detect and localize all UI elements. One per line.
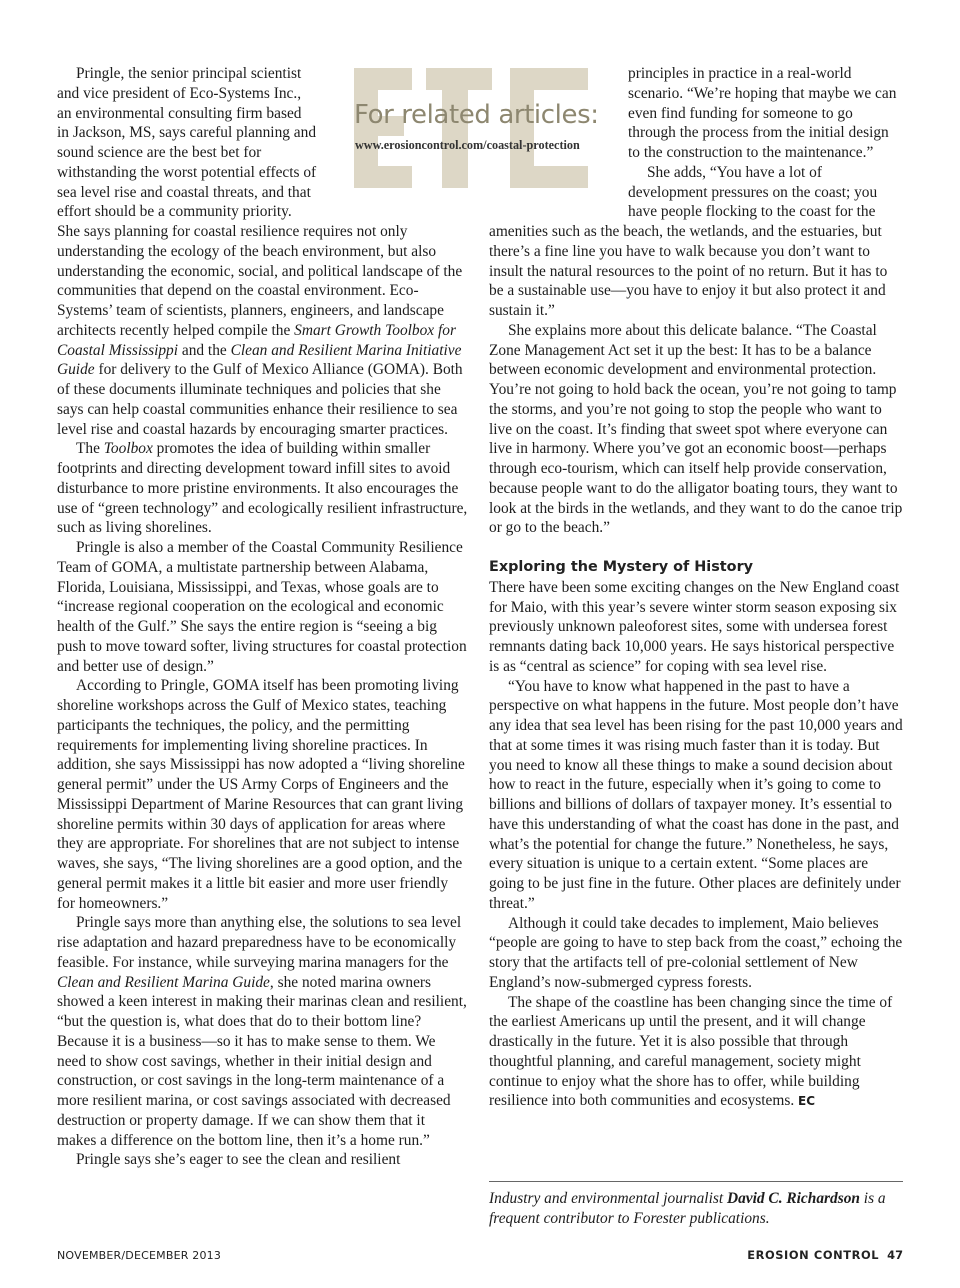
paragraph: Although it could take decades to implement, Maio believes “people are going to have to step back from the coast,” echoing the story that the artifacts tell of pre-colonial settlement of New England’s now-submerged cypress forests. <box>489 914 903 991</box>
paragraph: There have been some exciting changes on the New England coast for Maio, with this year’s severe winter storm season exposing six previously unknown paleoforest sites, some with undersea forest remnants dating back 10,000 years. He says historical perspective is as “central as science” for coping with sea level rise. <box>489 578 900 675</box>
callout-spacer <box>489 64 628 208</box>
paragraph: “You have to know what happened in the past to have a perspective on what happens in the future. Most people don’t have any idea that sea level has been rising for the past 10,000 years and that at some times it was rising much faster than it is today. But you need to know all these things to make a sound decision about how to react in the future, especially when it’s going to come to billions and billions of dollars of taxpayer money. It’s essential to have this understanding of what the coast has done in the past, and what’s the potential for change the future.” Nonetheless, he says, every situation is unique to a certain extent. “Some places are going to be just fine in the future. Other places are definitely under threat.” <box>489 677 903 912</box>
folio <box>747 1248 903 1262</box>
issue-date: NOVEMBER/DECEMBER 2013 <box>57 1249 222 1262</box>
paragraph: principles in practice in a real-world scenario. “We’re hoping that maybe we can even find funding for someone to go through the process from the initial design to the construction to the maintenance.” <box>628 65 897 161</box>
related-articles-title: For related articles: <box>354 100 599 130</box>
paragraph: The shape of the coastline has been changing since the time of the earliest Americans up until the present, and it will change drastically in the future. Yet it is also possible that through thoughtful planning, and careful management, society might continue to enjoy what the shore has to offer, while building resilience into both communities and ecosystems. EC <box>489 993 893 1110</box>
magazine-name: EROSION CONTROL <box>747 1248 880 1262</box>
paragraph: According to Pringle, GOMA itself has been promoting living shoreline workshops across the Gulf of Mexico states, teaching participants the techniques, the policy, and the permitting requirements for implementing living shoreline practices. In addition, she says Mississippi has now adopted a “living shoreline general permit” under the US Army Corps of Engineers and the Mississippi Department of Marine Resources that can grant living shoreline permits within 30 days of application for areas where they are appropriate. For shorelines that are not subject to intense waves, she says, “The living shorelines are a good option, and the general permit makes it a little bit easier and more user friendly for homeowners.” <box>57 677 465 912</box>
paragraph: Pringle says more than anything else, the solutions to sea level rise adaptation and hazard preparedness have to be economically feasible. For instance, while surveying marina managers for the Clean and Resilient Marina Guide, she noted marina owners showed a keen interest in making their marinas clean and resilient, “but the question is, what does that do to their bottom line? Because it is a business—so it has to make sense to them. We need to show cost savings, whether in their initial design and construction, or cost savings in the long-term maintenance of a more resilient marina, or cost savings associated with decreased destruction or property damage. If we can show them that it makes a difference on the bottom line, then it’s a home run.” <box>57 914 467 1149</box>
author-name: David C. Richardson <box>726 1190 860 1207</box>
bio-divider <box>489 1181 903 1182</box>
page-number: 47 <box>887 1248 903 1262</box>
author-bio: Industry and environmental journalist David C. Richardson is a frequent contributor to Forester publications. <box>489 1190 886 1227</box>
section-heading: Exploring the Mystery of History <box>489 559 754 575</box>
paragraph: Pringle, the senior principal scientist and vice president of Eco-Systems Inc., an environmental consulting firm based in Jackson, MS, says careful planning and sound science are the best bet for withstanding the worst potential effects of sea level rise and coastal threats, and that effort should be a community priority. She says planning for coastal resilience requires not only understanding the ecology of the beach environment, but also understanding the economic, social, and political landscape of the communities that depend on the coastal environment. Eco-Systems’ team of scientists, planners, engineers, and landscape architects recently helped compile the Smart Growth Toolbox for Coastal Mississippi and the Clean and Resilient Marina Initiative Guide for delivery to the Gulf of Mexico Alliance (GOMA). Both of these documents illuminate techniques and policies that she says can help coastal communities enhance their resilience to sea level rise and coastal hazards by encouraging smarter practices. <box>57 65 463 438</box>
paragraph: She adds, “You have a lot of development pressures on the coast; you have people flocking to the coast for the amenities such as the beach, the wetlands, and the estuaries, but there’s a fine line you have to walk because you don’t want to insult the natural resources to the point of no return. But it has to be a sustainable use—you have to enjoy it but also protect it and sustain it.” <box>489 163 888 319</box>
article-column-right <box>489 64 903 1112</box>
paragraph: Pringle is also a member of the Coastal Community Resilience Team of GOMA, a multistate partnership between Alabama, Florida, Louisiana, Mississippi, and Texas, whose goals are to “increase regional cooperation on the ecological and economic health of the Gulf.” She says the entire region is “seeing a big push to move toward softer, living structures for coastal protection and better use of design.” <box>57 539 467 675</box>
paragraph: The Toolbox promotes the idea of building within smaller footprints and directing development toward infill sites to avoid disturbance to more pristine environments. It also encourages the use of “green technology” and ecologically resilient infrastructure, such as living shorelines. <box>57 440 468 537</box>
callout-spacer <box>317 64 468 208</box>
article-column-left <box>57 64 468 1170</box>
paragraph: She explains more about this delicate balance. “The Coastal Zone Management Act set it up the best: It has to be a balance between economic development and environmental protection. You’re not going to hold back the ocean, you’re not going to tamp the storms, and you’re not going to stop the people who want to live on the coast. It’s finding that sweet spot where everyone can live in harmony. Where you’ve got an economic boost—perhaps through eco-tourism, which can itself help provide conservation, because people want to do the alligator boating tours, they want to look at the birds in the wetlands, and they want to do the canoe trip or go to the beach.” <box>489 321 903 537</box>
related-articles-link[interactable]: www.erosioncontrol.com/coastal-protection <box>355 138 580 152</box>
paragraph: Pringle says she’s eager to see the clean and resilient <box>76 1151 401 1169</box>
end-mark: EC <box>798 1094 816 1109</box>
